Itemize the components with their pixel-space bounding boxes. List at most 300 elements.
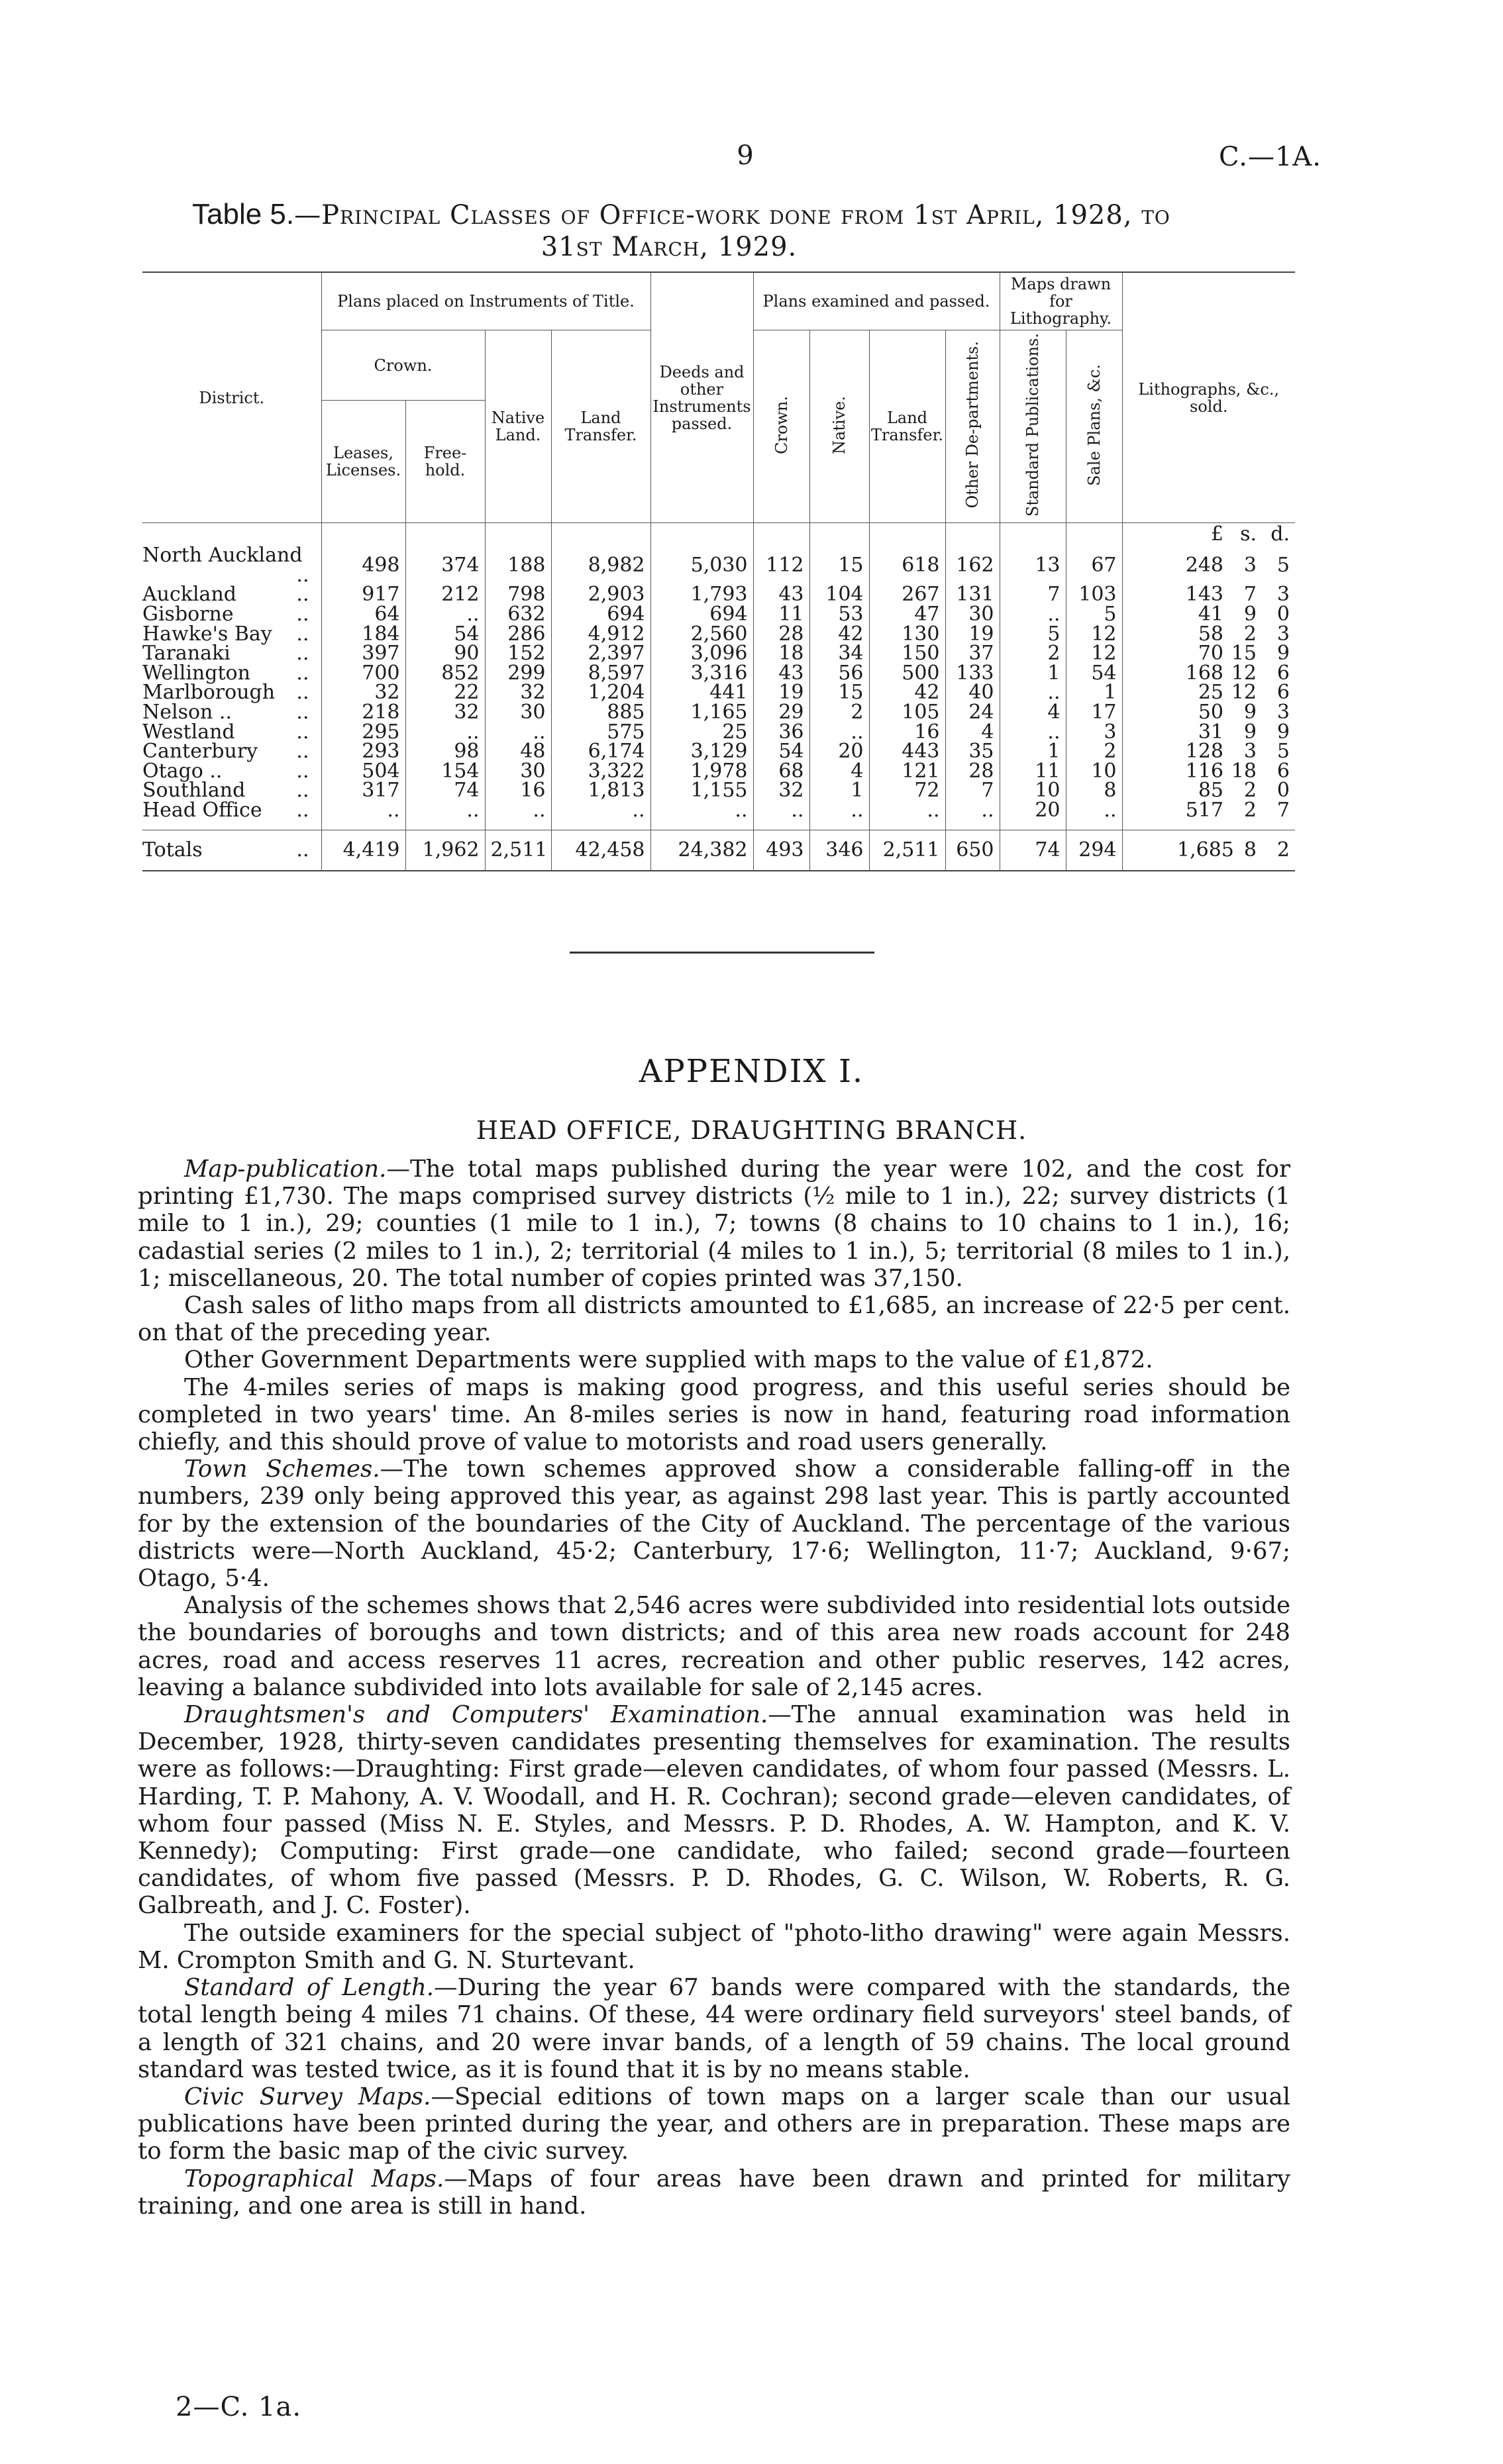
cell-ex-other: 131 xyxy=(945,585,1000,605)
table-row xyxy=(142,664,1295,683)
money-value xyxy=(1177,605,1290,624)
cell-ex-land-transfer: 443 xyxy=(869,742,945,762)
appendix-paragraph xyxy=(138,2165,1290,2220)
cell-leases: .. xyxy=(321,801,405,820)
cell-leases: 184 xyxy=(321,624,405,644)
header-maps-drawn: Maps drawn for Lithography. xyxy=(1000,272,1122,330)
cell-freehold: 74 xyxy=(405,781,485,801)
cell-ex-other: 650 xyxy=(945,830,1000,871)
cell-ex-land-transfer: 267 xyxy=(869,585,945,605)
cell-sale: 54 xyxy=(1066,664,1122,683)
cell-freehold: 22 xyxy=(405,683,485,703)
cell-deeds: .. xyxy=(650,801,753,820)
cell-land-transfer: 42,458 xyxy=(551,830,650,871)
money-value xyxy=(1177,759,1290,783)
cell-sale: 294 xyxy=(1066,830,1122,871)
cell-ex-native: 34 xyxy=(809,644,869,664)
table-row xyxy=(142,644,1295,664)
cell-pounds: 58 xyxy=(1198,622,1223,646)
cell-leases: 218 xyxy=(321,703,405,722)
cell-ex-native: 1 xyxy=(809,781,869,801)
cell-pounds: 128 xyxy=(1185,740,1223,764)
cell-land-transfer: 2,903 xyxy=(551,585,650,605)
cell-ex-land-transfer: 105 xyxy=(869,703,945,722)
header-leases: Leases, Licenses. xyxy=(321,401,405,523)
table-title xyxy=(192,199,1318,263)
paragraph-heading: Town Schemes. xyxy=(184,1455,380,1483)
cell-ex-land-transfer: 42 xyxy=(869,683,945,703)
header-deeds: Deeds and other Instruments passed. xyxy=(650,272,753,523)
cell-sale: 5 xyxy=(1066,605,1122,624)
paragraph-text: Analysis of the schemes shows that 2,546 acres were subdivided into residential lots outside the boundaries of boroughs and town districts; and of this area new roads account for 248 acres, road and access reserves 11 acres, recreation and other public reserves, 142 acres, leaving a balance subdivided into lots available for sale of 2,145 acres. xyxy=(138,1592,1290,1701)
cell-shillings: 8 xyxy=(1243,838,1257,862)
cell-ex-other: 4 xyxy=(945,722,1000,742)
cell-pence: 5 xyxy=(1276,740,1290,764)
cell-deeds: 1,978 xyxy=(650,762,753,781)
appendix-body xyxy=(138,1156,1290,2220)
cell-ex-land-transfer: .. xyxy=(869,801,945,820)
district-name: Gisborne xyxy=(142,603,234,626)
cell-ex-land-transfer: 16 xyxy=(869,722,945,742)
header-freehold: Free-hold. xyxy=(405,401,485,523)
district-name: Totals xyxy=(142,838,203,862)
cell-ex-other: 19 xyxy=(945,624,1000,644)
cell-native: 299 xyxy=(485,664,551,683)
cell-pounds: 168 xyxy=(1185,661,1223,685)
cell-leases: 917 xyxy=(321,585,405,605)
district-name: Southland xyxy=(142,779,246,803)
cell-land-transfer: .. xyxy=(551,801,650,820)
cell-ex-native: .. xyxy=(809,722,869,742)
table-row xyxy=(142,624,1295,644)
cell-native: 152 xyxy=(485,644,551,664)
cell-ex-other: 24 xyxy=(945,703,1000,722)
paragraph-text: —The town schemes approved show a considerable falling-off in the numbers, 239 only being approved this year, as against 298 last year. This is partly accounted for by the extension of the boundaries of the City of Auckland. The percentage of the various districts were—North Auckland, 45·2; Canterbury, 17·6; Wellington, 11·7; Auckland, 9·67; Otago, 5·4. xyxy=(138,1455,1290,1593)
leader-dots: .. xyxy=(296,740,309,764)
cell-leases: 317 xyxy=(321,781,405,801)
cell-land-transfer: 575 xyxy=(551,722,650,742)
cell-standard: 7 xyxy=(1000,585,1066,605)
cell-deeds: 1,165 xyxy=(650,703,753,722)
paragraph-text: —During the year 67 bands were compared with the standards, the total length being 4 miles 71 chains. Of these, 44 were ordinary field surveyors' steel bands, of a length of 321 chains, and 20 were invar bands, of a length of 59 chains. The local ground standard was tested twice, as it is found that it is by no means stable. xyxy=(138,1974,1290,2083)
cell-shillings: 2 xyxy=(1243,622,1257,646)
cell-native: 48 xyxy=(485,742,551,762)
cell-native: .. xyxy=(485,801,551,820)
leader-dots: .. xyxy=(296,642,309,665)
appendix-paragraph xyxy=(138,1292,1290,1346)
cell-ex-native: 42 xyxy=(809,624,869,644)
cell-leases: 64 xyxy=(321,605,405,624)
cell-ex-crown: 18 xyxy=(753,644,809,664)
header-other-departments: Other De-partments. xyxy=(963,341,982,509)
cell-ex-land-transfer: 618 xyxy=(869,546,945,585)
cell-ex-crown: 43 xyxy=(753,585,809,605)
cell-ex-other: 133 xyxy=(945,664,1000,683)
appendix-paragraph xyxy=(138,1156,1290,1292)
cell-standard: 13 xyxy=(1000,546,1066,585)
cell-standard: 74 xyxy=(1000,830,1066,871)
cell-standard: 10 xyxy=(1000,781,1066,801)
header-crown: Crown. xyxy=(321,330,485,401)
cell-freehold: 90 xyxy=(405,644,485,664)
cell-leases: 32 xyxy=(321,683,405,703)
paragraph-text: —The total maps published during the year were 102, and the cost for printing £1,730. The maps comprised survey districts (½ mile to 1 in.), 22; survey districts (1 mile to 1 in.), 29; counties (1 mile to 1 in.), 7; towns (8 chains to 10 chains to 1 in.), 16; cadastial series (2 miles to 1 in.), 2; territorial (4 miles to 1 in.), 5; territorial (8 miles to 1 in.), 1; miscellaneous, 20. The total number of copies printed was 37,150. xyxy=(138,1156,1290,1292)
cell-pence: 3 xyxy=(1276,622,1290,646)
cell-land-transfer: 8,597 xyxy=(551,664,650,683)
cell-pence: 0 xyxy=(1276,779,1290,803)
cell-pence: 7 xyxy=(1276,798,1290,822)
table-row xyxy=(142,762,1295,781)
cell-shillings: 12 xyxy=(1231,661,1257,685)
totals-row xyxy=(142,830,1295,871)
cell-ex-crown: 112 xyxy=(753,546,809,585)
money-value xyxy=(1177,700,1290,724)
cell-pence: 6 xyxy=(1276,681,1290,705)
appendix-title: APPENDIX I. xyxy=(639,1053,864,1090)
cell-ex-native: 104 xyxy=(809,585,869,605)
unit-shillings: s. xyxy=(1240,522,1257,546)
page-number: 9 xyxy=(737,140,754,171)
cell-pounds: 248 xyxy=(1185,554,1223,577)
cell-freehold: 32 xyxy=(405,703,485,722)
paragraph-heading: Map-publication. xyxy=(184,1156,387,1183)
cell-pence: 3 xyxy=(1276,700,1290,724)
table-row xyxy=(142,585,1295,605)
cell-ex-native: 20 xyxy=(809,742,869,762)
cell-freehold: 374 xyxy=(405,546,485,585)
cell-standard: .. xyxy=(1000,722,1066,742)
money-value xyxy=(1177,781,1290,801)
header-examined-land-transfer: Land Transfer. xyxy=(869,330,945,523)
cell-land-transfer: 1,813 xyxy=(551,781,650,801)
cell-shillings: 12 xyxy=(1231,681,1257,705)
appendix-paragraph xyxy=(138,2083,1290,2165)
cell-ex-other: 35 xyxy=(945,742,1000,762)
leader-dots: .. xyxy=(296,798,309,822)
cell-ex-land-transfer: 500 xyxy=(869,664,945,683)
appendix-paragraph xyxy=(138,1974,1290,2083)
district-name: Westland xyxy=(142,720,235,744)
cell-pounds: 41 xyxy=(1198,603,1223,626)
leader-dots: .. xyxy=(296,838,309,862)
money-value xyxy=(1177,798,1290,822)
cell-land-transfer: 2,397 xyxy=(551,644,650,664)
district-name: Canterbury xyxy=(142,740,258,764)
cell-ex-native: 15 xyxy=(809,683,869,703)
cell-standard: 11 xyxy=(1000,762,1066,781)
cell-pence: 9 xyxy=(1276,720,1290,744)
table-number: Table 5. xyxy=(192,198,295,230)
spacer-row xyxy=(142,820,1295,830)
cell-freehold: .. xyxy=(405,722,485,742)
appendix-paragraph xyxy=(138,1920,1290,1974)
leader-dots: .. xyxy=(296,720,309,744)
cell-native: .. xyxy=(485,722,551,742)
money-value xyxy=(1177,742,1290,762)
cell-sale: .. xyxy=(1066,801,1122,820)
cell-native: 188 xyxy=(485,546,551,585)
money-value xyxy=(1177,683,1290,703)
cell-pence: 0 xyxy=(1276,603,1290,626)
table-row xyxy=(142,781,1295,801)
paragraph-text: Other Government Departments were supplied with maps to the value of £1,872. xyxy=(184,1346,1153,1374)
cell-ex-land-transfer: 130 xyxy=(869,624,945,644)
district-name: Head Office xyxy=(142,798,262,822)
paragraph-heading: Civic Survey Maps. xyxy=(184,2083,431,2110)
cell-ex-crown: 28 xyxy=(753,624,809,644)
table-row xyxy=(142,546,1295,585)
header-plans-placed: Plans placed on Instruments of Title. xyxy=(321,272,650,330)
header-examined-native: Native. xyxy=(830,395,849,454)
paragraph-heading: Topographical Maps. xyxy=(184,2165,444,2193)
cell-ex-native: 56 xyxy=(809,664,869,683)
table-row xyxy=(142,801,1295,820)
cell-native: 16 xyxy=(485,781,551,801)
cell-pounds: 50 xyxy=(1198,700,1223,724)
district-name: Taranaki xyxy=(142,642,231,665)
cell-native: 286 xyxy=(485,624,551,644)
cell-ex-crown: 68 xyxy=(753,762,809,781)
header-standard-publications: Standard Publications. xyxy=(1023,333,1042,517)
cell-ex-crown: .. xyxy=(753,801,809,820)
cell-ex-native: .. xyxy=(809,801,869,820)
cell-deeds: 3,316 xyxy=(650,664,753,683)
district-name: Hawke's Bay xyxy=(142,622,272,646)
money-value xyxy=(1177,556,1290,575)
cell-land-transfer: 1,204 xyxy=(551,683,650,703)
cell-pounds: 31 xyxy=(1198,720,1223,744)
cell-native: 632 xyxy=(485,605,551,624)
cell-pence: 9 xyxy=(1276,642,1290,665)
cell-ex-native: 4 xyxy=(809,762,869,781)
leader-dots: .. xyxy=(296,603,309,626)
header-sale-plans: Sale Plans, &c. xyxy=(1084,364,1104,486)
cell-pence: 5 xyxy=(1276,554,1290,577)
cell-ex-native: 53 xyxy=(809,605,869,624)
cell-shillings: 9 xyxy=(1243,720,1257,744)
table-title-line-2: 31st March, 1929. xyxy=(541,232,798,262)
appendix-paragraph xyxy=(138,1455,1290,1592)
cell-freehold: 1,962 xyxy=(405,830,485,871)
cell-shillings: 7 xyxy=(1243,583,1257,607)
cell-freehold: .. xyxy=(405,801,485,820)
paragraph-text: —Special editions of town maps on a larger scale than our usual publications have been printed during the year, and others are in preparation. These maps are to form the basic map of the civic survey. xyxy=(138,2083,1290,2165)
cell-ex-crown: 43 xyxy=(753,664,809,683)
cell-standard: 1 xyxy=(1000,664,1066,683)
cell-deeds: 694 xyxy=(650,605,753,624)
cell-leases: 397 xyxy=(321,644,405,664)
cell-pounds: 85 xyxy=(1198,779,1223,803)
cell-sale: 3 xyxy=(1066,722,1122,742)
header-examined-crown: Crown. xyxy=(772,395,791,454)
cell-shillings: 15 xyxy=(1231,642,1257,665)
cell-pounds: 25 xyxy=(1198,681,1223,705)
cell-freehold: 154 xyxy=(405,762,485,781)
leader-dots: .. xyxy=(296,759,309,783)
leader-dots: .. xyxy=(296,563,309,587)
cell-sale: 1 xyxy=(1066,683,1122,703)
cell-standard: 2 xyxy=(1000,644,1066,664)
paragraph-text: The outside examiners for the special subject of "photo-litho drawing" were again Messrs. M. Crompton Smith and G. N. Sturtevant. xyxy=(138,1919,1290,1974)
cell-sale: 67 xyxy=(1066,546,1122,585)
cell-shillings: 9 xyxy=(1243,603,1257,626)
district-name: North Auckland xyxy=(142,544,303,567)
cell-standard: 4 xyxy=(1000,703,1066,722)
cell-sale: 8 xyxy=(1066,781,1122,801)
leader-dots: .. xyxy=(296,583,309,607)
header-plans-examined: Plans examined and passed. xyxy=(753,272,1000,330)
cell-sale: 2 xyxy=(1066,742,1122,762)
cell-shillings: 3 xyxy=(1243,554,1257,577)
cell-ex-crown: 29 xyxy=(753,703,809,722)
appendix-paragraph xyxy=(138,1374,1290,1456)
section-title: HEAD OFFICE, DRAUGHTING BRANCH. xyxy=(476,1116,1027,1145)
cell-land-transfer: 694 xyxy=(551,605,650,624)
cell-land-transfer: 4,912 xyxy=(551,624,650,644)
money-value xyxy=(1177,585,1290,605)
cell-freehold: 212 xyxy=(405,585,485,605)
cell-ex-crown: 32 xyxy=(753,781,809,801)
leader-dots: .. xyxy=(296,681,309,705)
unit-pounds: £ xyxy=(1210,522,1223,546)
money-value xyxy=(1177,722,1290,742)
cell-native: 2,511 xyxy=(485,830,551,871)
cell-deeds: 1,793 xyxy=(650,585,753,605)
cell-ex-crown: 54 xyxy=(753,742,809,762)
cell-freehold: .. xyxy=(405,605,485,624)
cell-sale: 12 xyxy=(1066,644,1122,664)
cell-ex-other: 7 xyxy=(945,781,1000,801)
paragraph-text: The 4-miles series of maps is making good progress, and this useful series should be completed in two years' time. An 8-miles series is now in hand, featuring road information chiefly, and this should prove of value to motorists and road users generally. xyxy=(138,1373,1290,1456)
document-reference: C.—1A. xyxy=(1219,142,1322,172)
table-row xyxy=(142,742,1295,762)
cell-native: 30 xyxy=(485,703,551,722)
cell-standard: 5 xyxy=(1000,624,1066,644)
paragraph-text: —Maps of four areas have been drawn and printed for military training, and one area is still in hand. xyxy=(138,2165,1290,2220)
cell-leases: 293 xyxy=(321,742,405,762)
cell-deeds: 25 xyxy=(650,722,753,742)
table-title-line-1: —Principal Classes of Office-work done from 1st April, 1928, to xyxy=(294,200,1170,230)
paragraph-text: Cash sales of litho maps from all districts amounted to £1,685, an increase of 22·5 per cent. on that of the preceding year. xyxy=(138,1292,1290,1347)
cell-deeds: 24,382 xyxy=(650,830,753,871)
cell-pounds: 1,685 xyxy=(1177,838,1234,862)
cell-leases: 498 xyxy=(321,546,405,585)
cell-leases: 700 xyxy=(321,664,405,683)
cell-ex-crown: 19 xyxy=(753,683,809,703)
cell-freehold: 54 xyxy=(405,624,485,644)
cell-ex-land-transfer: 150 xyxy=(869,644,945,664)
cell-leases: 295 xyxy=(321,722,405,742)
cell-pence: 3 xyxy=(1276,583,1290,607)
cell-freehold: 852 xyxy=(405,664,485,683)
cell-ex-other: 37 xyxy=(945,644,1000,664)
cell-standard: .. xyxy=(1000,683,1066,703)
cell-sale: 103 xyxy=(1066,585,1122,605)
section-divider xyxy=(570,952,874,954)
cell-deeds: 2,560 xyxy=(650,624,753,644)
cell-land-transfer: 6,174 xyxy=(551,742,650,762)
cell-native: 32 xyxy=(485,683,551,703)
table-row xyxy=(142,605,1295,624)
cell-deeds: 441 xyxy=(650,683,753,703)
leader-dots: .. xyxy=(296,661,309,685)
district-name: Wellington xyxy=(142,661,250,685)
cell-pounds: 70 xyxy=(1198,642,1223,665)
unit-pence: d. xyxy=(1270,522,1290,546)
cell-native: 30 xyxy=(485,762,551,781)
cell-leases: 504 xyxy=(321,762,405,781)
cell-standard: 20 xyxy=(1000,801,1066,820)
cell-leases: 4,419 xyxy=(321,830,405,871)
paragraph-heading: Standard of Length. xyxy=(184,1974,434,2002)
table-row xyxy=(142,722,1295,742)
appendix-paragraph xyxy=(138,1701,1290,1920)
money-value xyxy=(1177,644,1290,664)
cell-ex-crown: 11 xyxy=(753,605,809,624)
paragraph-text: —The annual examination was held in December, 1928, thirty-seven candidates presenting themselves for examination. The results were as follows:—Draughting: First grade—eleven candidates, of whom four passed (Messrs. L. Harding, T. P. Mahony, A. V. Woodall, and H. R. Cochran); second grade—eleven candidates, of whom four passed (Miss N. E. Styles, and Messrs. P. D. Rhodes, A. W. Hampton, and K. V. Kennedy); Computing: First grade—one candidate, who failed; second grade—fourteen candidates, of whom five passed (Messrs. P. D. Rhodes, G. C. Wilson, W. Roberts, R. G. Galbreath, and J. C. Foster). xyxy=(138,1701,1290,1920)
table-row xyxy=(142,683,1295,703)
cell-ex-other: 30 xyxy=(945,605,1000,624)
header-land-transfer: Land Transfer. xyxy=(551,330,650,523)
cell-ex-land-transfer: 121 xyxy=(869,762,945,781)
cell-ex-crown: 36 xyxy=(753,722,809,742)
appendix-paragraph xyxy=(138,1592,1290,1701)
money-units-row xyxy=(142,523,1295,546)
cell-deeds: 5,030 xyxy=(650,546,753,585)
cell-freehold: 98 xyxy=(405,742,485,762)
cell-pence: 6 xyxy=(1276,759,1290,783)
cell-ex-other: 40 xyxy=(945,683,1000,703)
money-value xyxy=(1177,624,1290,644)
cell-ex-land-transfer: 47 xyxy=(869,605,945,624)
cell-sale: 17 xyxy=(1066,703,1122,722)
cell-ex-native: 2 xyxy=(809,703,869,722)
paragraph-heading: Draughtsmen's and Computers' Examination. xyxy=(184,1701,768,1729)
header-district: District. xyxy=(142,272,321,523)
cell-pounds: 517 xyxy=(1185,798,1223,822)
cell-ex-other: .. xyxy=(945,801,1000,820)
cell-standard: .. xyxy=(1000,605,1066,624)
cell-land-transfer: 3,322 xyxy=(551,762,650,781)
cell-pounds: 143 xyxy=(1185,583,1223,607)
cell-shillings: 18 xyxy=(1231,759,1257,783)
cell-pounds: 116 xyxy=(1185,759,1223,783)
cell-ex-other: 162 xyxy=(945,546,1000,585)
district-name: Otago .. xyxy=(142,759,223,783)
footer-reference: 2—C. 1a. xyxy=(176,2392,302,2422)
cell-standard: 1 xyxy=(1000,742,1066,762)
leader-dots: .. xyxy=(296,622,309,646)
cell-pence: 2 xyxy=(1276,838,1290,862)
cell-ex-other: 28 xyxy=(945,762,1000,781)
cell-ex-crown: 493 xyxy=(753,830,809,871)
cell-sale: 10 xyxy=(1066,762,1122,781)
cell-sale: 12 xyxy=(1066,624,1122,644)
district-name: Marlborough xyxy=(142,681,276,705)
leader-dots: .. xyxy=(296,779,309,803)
cell-shillings: 9 xyxy=(1243,700,1257,724)
cell-shillings: 2 xyxy=(1243,798,1257,822)
district-name: Auckland xyxy=(142,583,236,607)
cell-ex-land-transfer: 2,511 xyxy=(869,830,945,871)
district-name: Nelson .. xyxy=(142,700,232,724)
office-work-table xyxy=(142,271,1295,871)
table-row xyxy=(142,703,1295,722)
cell-deeds: 3,129 xyxy=(650,742,753,762)
header-native-land: Native Land. xyxy=(485,330,551,523)
appendix-paragraph xyxy=(138,1346,1290,1373)
money-value xyxy=(1177,840,1290,860)
